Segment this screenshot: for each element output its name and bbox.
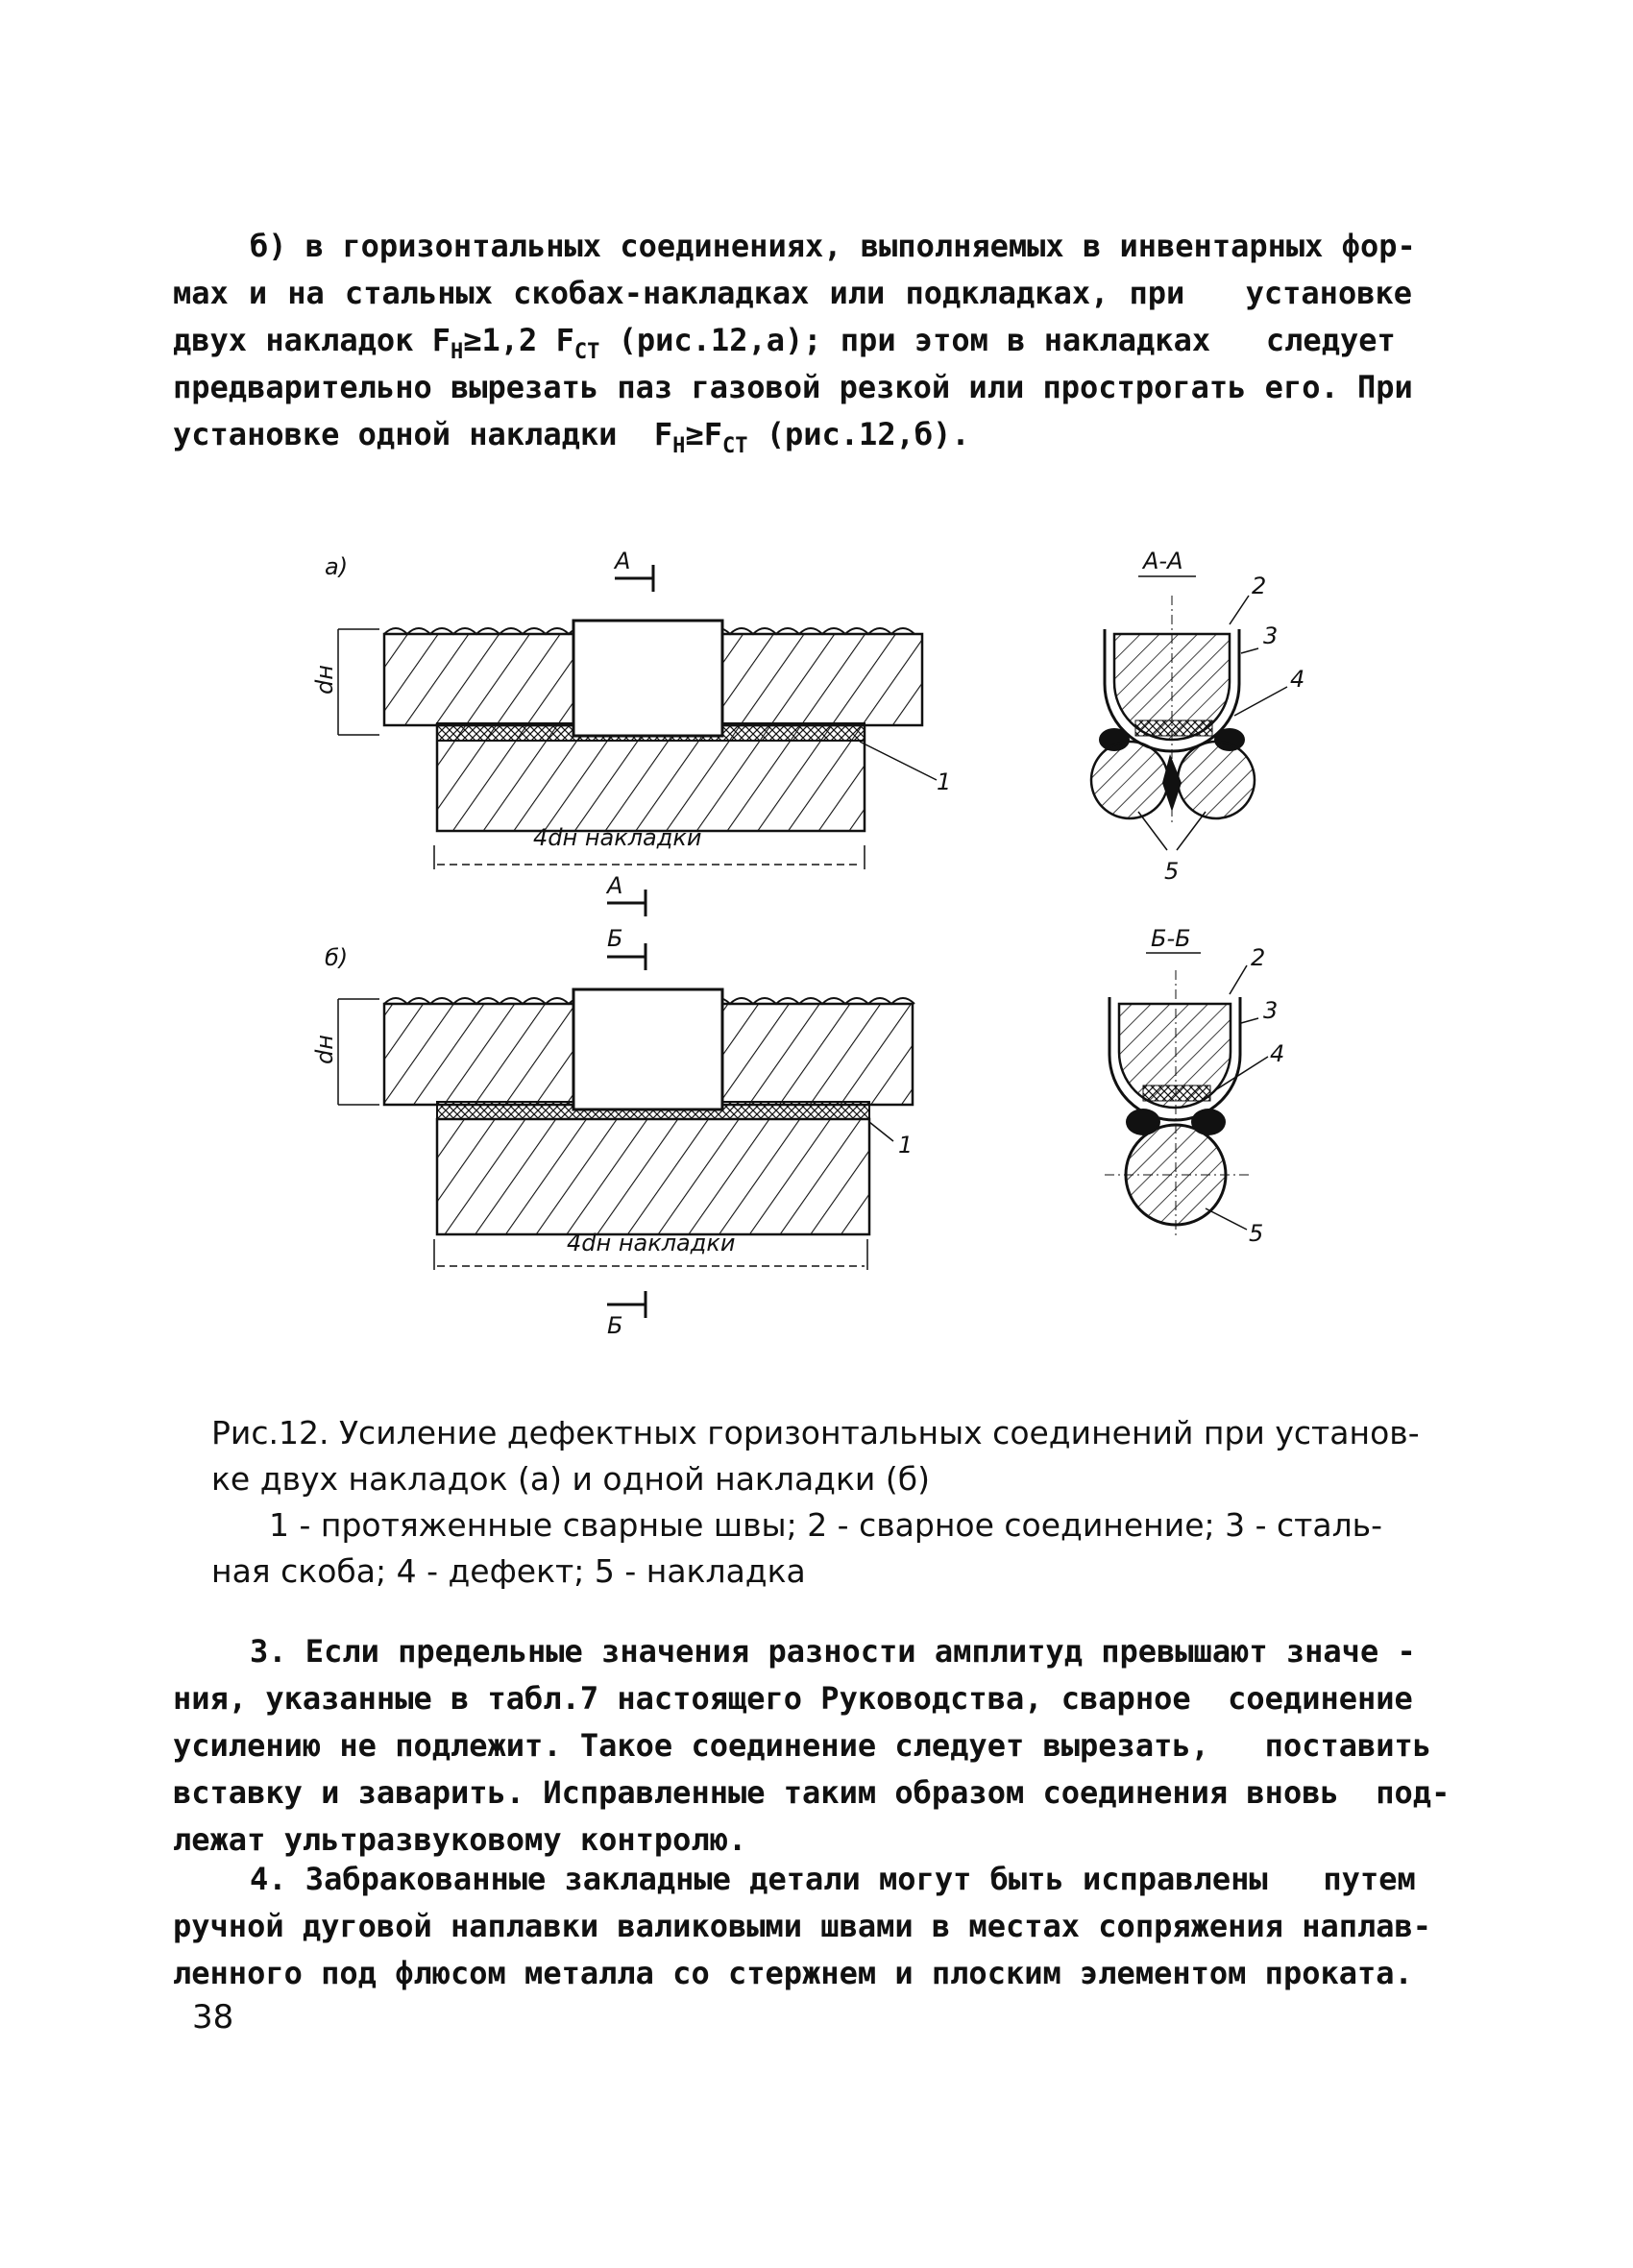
para3-line-4: вставку и заварить. Исправленные таким образом соединения вновь под- (173, 1774, 1450, 1811)
intro-line-5: установке одной накладки $F_H\ge F_{CT}$ (рис.12,б). (173, 416, 970, 458)
dim-dn-a: dн (311, 665, 338, 695)
para3-line-3: усилению не подлежит. Такое соединение следует вырезать, поставить (173, 1727, 1432, 1764)
para4-line-3: ленного под флюсом металла со стержнем и плоским элементом проката. (173, 1955, 1413, 1991)
caption-legend-1: 1 - протяженные сварные швы; 2 - сварное соединение; 3 - сталь- (269, 1506, 1383, 1544)
intro-line-1: б) в горизонтальных соединениях, выполняемых в инвентарных фор- (250, 228, 1416, 264)
callout-1-b: 1 (898, 1132, 914, 1158)
section-aa-label: A-A (1143, 548, 1183, 574)
label-b: б) (325, 944, 349, 971)
diagram-a (311, 548, 951, 916)
section-mark-b-bottom: Б (607, 1312, 623, 1339)
length-a: 4dн накладки (533, 824, 702, 851)
callout-5-a: 5 (1164, 858, 1180, 885)
para3-line-5: лежат ультразвуковому контролю. (173, 1821, 747, 1858)
page-number: 38 (192, 1998, 234, 2036)
callout-1-a: 1 (937, 768, 952, 795)
section-bb-label: Б-Б (1151, 925, 1191, 952)
length-b: 4dн накладки (567, 1230, 736, 1256)
callout-3-a: 3 (1263, 622, 1279, 649)
figure-12 (0, 519, 1633, 1345)
intro-line-4: предварительно вырезать паз газовой резкой или прострогать его. При (173, 369, 1413, 405)
intro-paragraph (173, 223, 1416, 458)
figure-caption (211, 1410, 1450, 1595)
diagram-b (311, 925, 914, 1339)
para3-line-2: ния, указанные в табл.7 настоящего Руководства, сварное соединение (173, 1680, 1413, 1717)
intro-line-3: двух накладок $F_H\ge 1,2$ $F_{CT}$ (рис.12,а); при этом в накладках следует (173, 322, 1396, 364)
paragraph-3 (173, 1628, 1450, 1864)
para3-line-1: 3. Если предельные значения разности амплитуд превышают значе - (250, 1633, 1416, 1670)
para4-line-1: 4. Забракованные закладные детали могут быть исправлены путем (250, 1861, 1416, 1897)
callout-3-b: 3 (1263, 997, 1279, 1024)
paragraph-4 (173, 1856, 1432, 1997)
callout-5-b: 5 (1249, 1220, 1264, 1247)
section-mark-a-top: A (615, 548, 631, 574)
caption-legend-2: ная скоба; 4 - дефект; 5 - накладка (211, 1552, 806, 1590)
label-a: a) (325, 553, 349, 580)
section-mark-b-top: Б (607, 925, 623, 952)
caption-title-1: Рис.12. Усиление дефектных горизонтальных соединений при установ- (211, 1414, 1420, 1451)
callout-4-b: 4 (1270, 1040, 1285, 1067)
intro-line-2: мах и на стальных скобах-накладках или подкладках, при установке (173, 275, 1412, 311)
callout-2-a: 2 (1252, 573, 1267, 599)
callout-2-b: 2 (1251, 944, 1266, 971)
section-aa (1091, 548, 1304, 885)
section-bb (1105, 925, 1284, 1247)
dim-dn-b: dн (311, 1035, 338, 1064)
para4-line-2: ручной дуговой наплавки валиковыми швами в местах сопряжения наплав- (173, 1908, 1432, 1944)
section-mark-a-bottom: A (607, 872, 623, 899)
caption-title-2: ке двух накладок (а) и одной накладки (б) (211, 1460, 930, 1498)
callout-4-a: 4 (1290, 666, 1305, 693)
formula-fh: F (431, 322, 451, 358)
